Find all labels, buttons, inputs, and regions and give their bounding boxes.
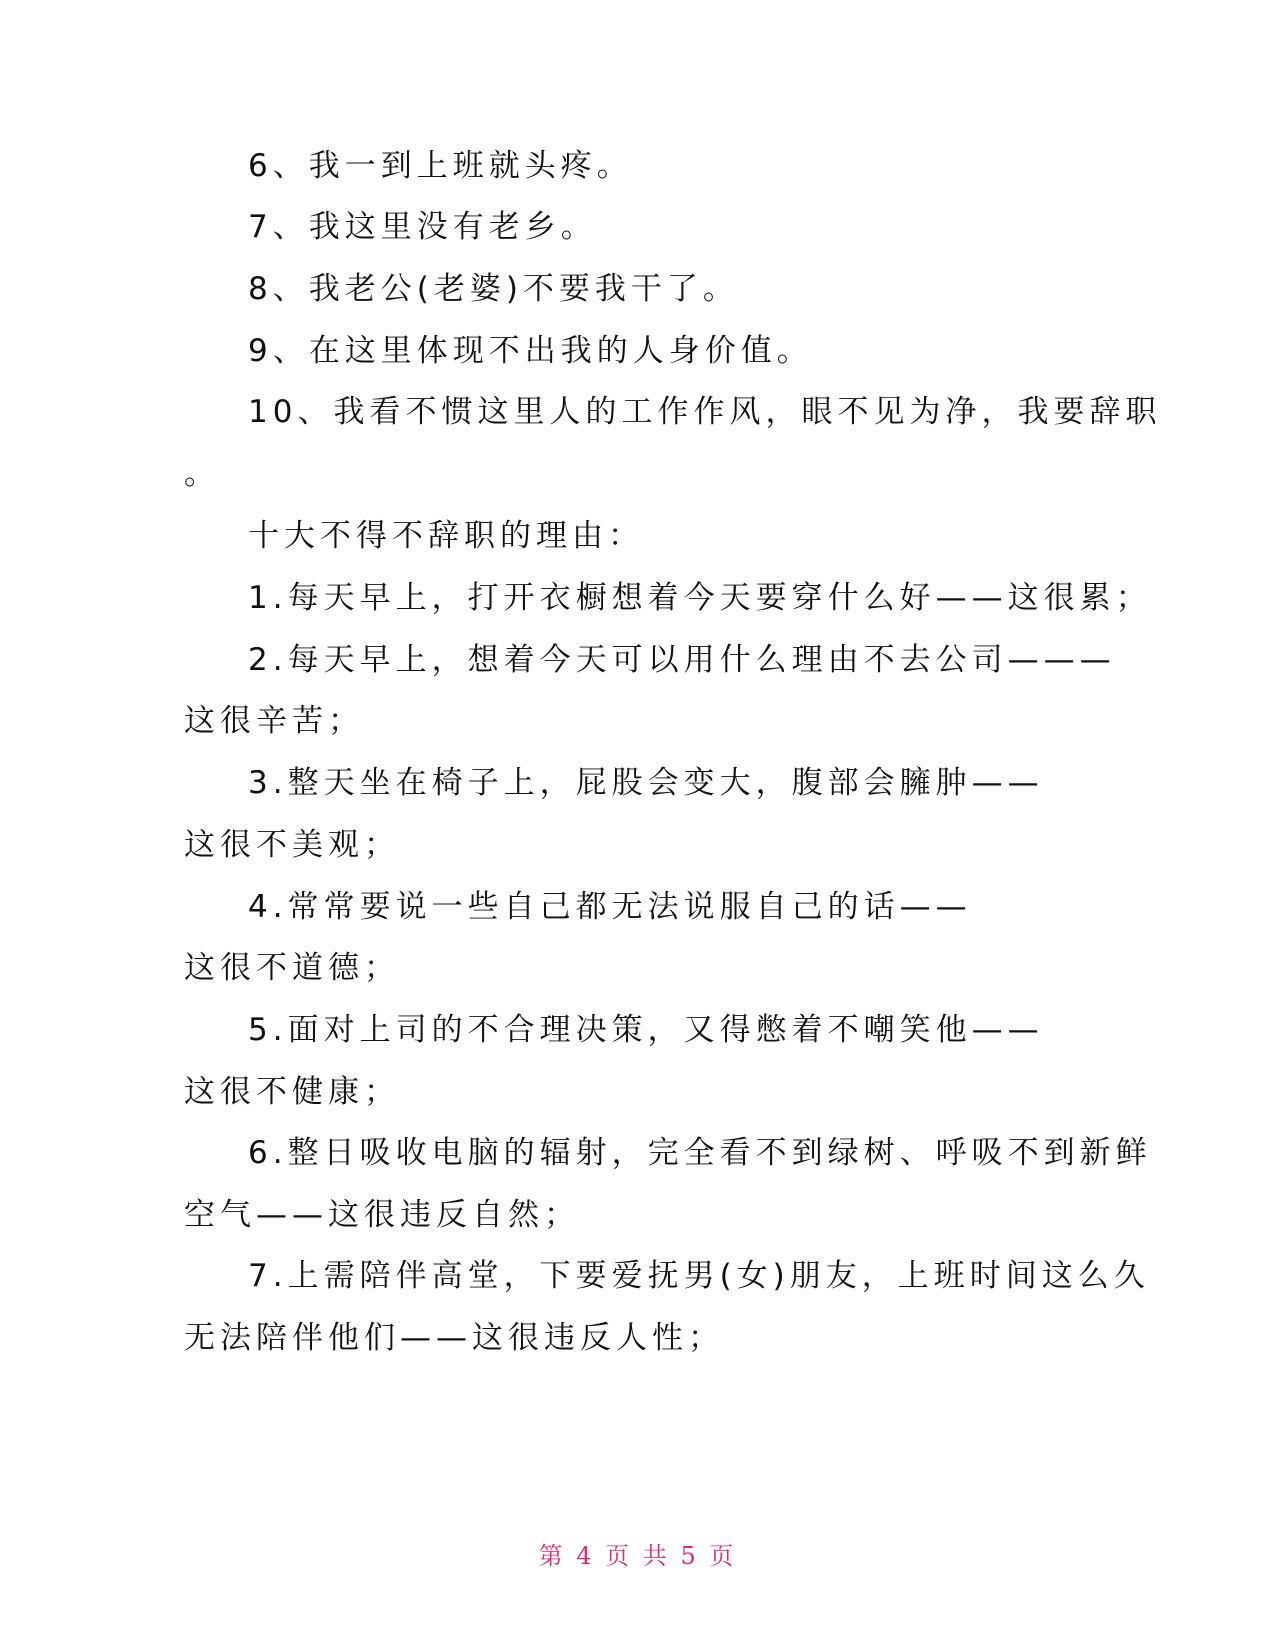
text-line: 2.每天早上，想着今天可以用什么理由不去公司——— — [248, 642, 1116, 678]
text-line: 6.整日吸收电脑的辐射，完全看不到绿树、呼吸不到新鲜 — [248, 1135, 1152, 1171]
text-line: 这很不健康； — [184, 1074, 400, 1110]
text-line: 3.整天坐在椅子上，屁股会变大，腹部会臃肿—— — [248, 765, 1044, 801]
text-line: 9、在这里体现不出我的人身价值。 — [248, 333, 813, 369]
text-line: 1.每天早上，打开衣橱想着今天要穿什么好——这很累； — [248, 580, 1152, 616]
text-line: 。 — [184, 456, 220, 492]
text-line: 7、我这里没有老乡。 — [248, 209, 597, 245]
text-line: 6、我一到上班就头疼。 — [248, 148, 633, 184]
text-line: 5.面对上司的不合理决策，又得憋着不嘲笑他—— — [248, 1012, 1044, 1048]
text-line: 空气——这很违反自然； — [184, 1197, 580, 1233]
text-line: 7.上需陪伴高堂，下要爱抚男(女)朋友，上班时间这么久 — [248, 1258, 1150, 1294]
section-heading: 十大不得不辞职的理由： — [248, 518, 644, 554]
text-line: 这很辛苦； — [184, 703, 364, 739]
text-line: 4.常常要说一些自己都无法说服自己的话—— — [248, 889, 972, 925]
text-line: 这很不美观； — [184, 827, 400, 863]
text-line: 无法陪伴他们——这很违反人性； — [184, 1320, 724, 1356]
text-line: 10、我看不惯这里人的工作作风，眼不见为净，我要辞职 — [248, 394, 1162, 430]
text-line: 这很不道德； — [184, 950, 400, 986]
text-line: 8、我老公(老婆)不要我干了。 — [248, 271, 739, 307]
page-footer: 第 4 页 共 5 页 — [538, 1542, 737, 1570]
